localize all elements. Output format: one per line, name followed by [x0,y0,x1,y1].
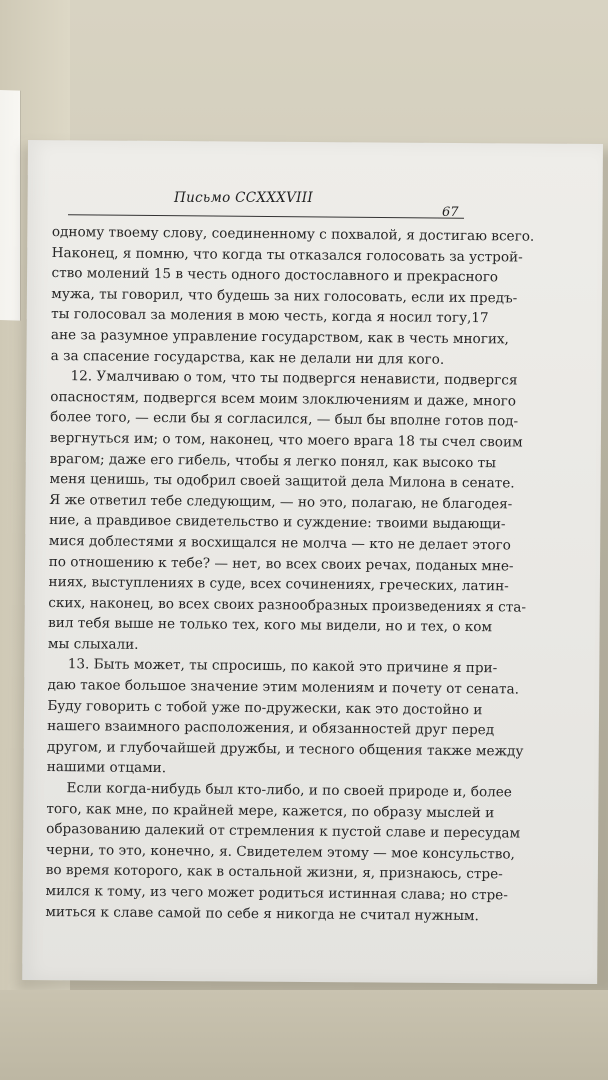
desk-surface-bottom [0,990,608,1080]
body-text [45,222,535,926]
text-line: 12. Умалчиваю о том, что ты подвергся ненависти, подвергся [70,368,518,389]
text-line: вил тебя выше не только тех, кого мы видели, но и тех, о ком [48,615,493,636]
text-line: Буду говорить с тобой уже по-дружески, как это достойно и [47,697,483,718]
text-line: 13. Быть может, ты спросишь, по какой это причине я при- [67,656,498,677]
text-line: врагом; даже его гибель, чтобы я легко понял, как высоко ты [49,450,497,471]
text-line: нашего взаимного расположения, и обязанностей друг перед [47,718,495,739]
text-line: меня ценишь, ты одобрил своей защитой дела Милона в сенате. [49,471,515,492]
text-line: мужа, ты говорил, что будешь за них голосовать, если их предъ- [51,285,518,307]
text-line: образованию далекий от стремления к пустой славе и пересудам [46,821,521,842]
text-line: Я же ответил тебе следующим, — но это, полагаю, не благодея- [49,491,513,513]
text-line: а за спасение государства, как не делали ни для кого. [50,347,445,368]
text-line: более того, — если бы я согласился, — был бы вполне готов под- [50,409,519,430]
running-head: Письмо CCXXXVIII [174,190,314,206]
text-line: Если когда-нибудь был кто-либо, и по своей природе и, более [66,780,512,801]
facing-page-edge [0,89,21,320]
text-line: ние, а правдивое свидетельство и суждение: твоими выдающи- [49,512,506,533]
text-line: опасностям, подвергся всем моим злоключениям и даже, много [50,388,517,410]
text-line: того, как мне, по крайней мере, кажется, по образу мыслей и [46,800,495,821]
text-line: другом, и глубочайшей дружбы, и тесного общения также между [46,738,524,760]
text-line: нашими отцами. [46,759,167,777]
text-line: мися доблестями я восхищался не молча — кто не делает этого [48,532,511,554]
text-line: даю такое большое значение этим молениям и почету от сената. [47,677,520,698]
text-line: мился к тому, из чего может родиться истинная слава; но стре- [45,882,508,904]
text-line: ство молений 15 в честь одного достославного и прекрасного [51,265,499,286]
text-line: ских, наконец, во всех своих разнообразных произведениях я ста- [48,594,527,616]
text-line: ты голосовал за моления в мою честь, когда я носил тогу,17 [51,306,489,327]
text-line: во время которого, как в остальной жизни, я, признаюсь, стре- [45,862,503,883]
text-line: вергнуться им; о том, наконец, что моего врага 18 ты счел своим [49,429,523,451]
text-line: ане за разумное управление государством, как в честь многих, [50,326,509,348]
text-line: черни, то это, конечно, я. Свидетелем этому — мое консульство, [45,841,515,863]
text-line: Наконец, я помню, что когда ты отказался голосовать за устрой- [51,244,523,266]
text-line: ниях, выступлениях в суде, всех сочинениях, греческих, латин- [48,574,509,595]
text-line: миться к славе самой по себе я никогда не считал нужным. [45,903,479,924]
text-line: мы слыхали. [47,635,139,653]
text-line: по отношению к тебе? — нет, во всех своих речах, поданых мне- [48,553,514,574]
page-number: 67 [442,205,459,220]
text-line: одному твоему слову, соединенному с похвалой, я достигаю всего. [51,223,535,245]
